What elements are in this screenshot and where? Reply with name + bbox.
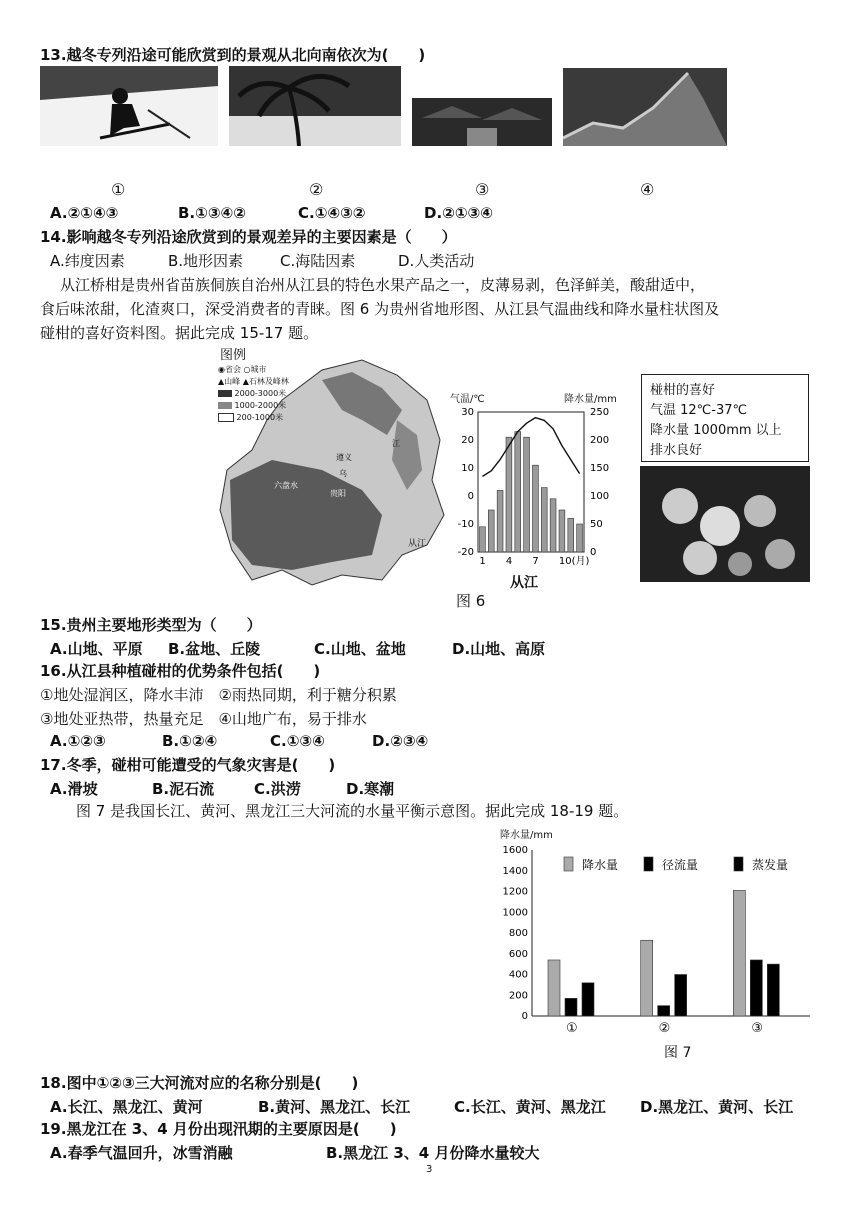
- temp-tick-4: -10: [457, 519, 474, 530]
- fig7-legend-label-3: 蒸发量: [752, 858, 789, 872]
- photo-label-2: ②: [309, 180, 324, 199]
- passage1-line1: 从江桥柑是贵州省苗族侗族自治州从江县的特色水果产品之一，皮薄易剥，色泽鲜美，酸甜适中，: [60, 276, 706, 294]
- precip-bar-12: [577, 524, 583, 552]
- fig7-y-tick-7: 1400: [502, 865, 528, 877]
- precip-bar-9: [550, 499, 556, 552]
- fig7-y-tick-0: 0: [521, 1011, 528, 1022]
- precip-bar-2: [488, 510, 494, 552]
- legend-label-high: 2000-3000米: [234, 389, 287, 398]
- fig7-bar-3-3: [767, 964, 779, 1016]
- photo-palm-beach: [229, 66, 401, 146]
- fig7-y-tick-3: 600: [508, 948, 528, 960]
- map-label-zunyi: 遵义: [336, 453, 352, 462]
- map-label-guiyang: 贵阳: [330, 489, 346, 498]
- fig7-category-2: ②: [658, 1021, 671, 1036]
- temp-tick-5: -20: [457, 547, 474, 558]
- map-label-liupanshui: 六盘水: [274, 481, 298, 490]
- fig7-y-tick-5: 1000: [502, 907, 528, 919]
- month-tick-2: 7: [532, 556, 539, 567]
- q17-option-c: C.洪涝: [254, 780, 301, 798]
- precip-tick-1: 200: [590, 435, 610, 446]
- climate-chart: [448, 390, 634, 590]
- climate-svg: [448, 390, 634, 590]
- temp-tick-0: 30: [461, 407, 474, 418]
- q19-stem: 19.黑龙江在 3、4 月份出现汛期的主要原因是( ): [40, 1120, 397, 1138]
- q16-stem: 16.从江县种植碰柑的优势条件包括( ): [40, 662, 321, 680]
- precip-bar-6: [524, 437, 530, 552]
- q15-option-c: C.山地、盆地: [314, 640, 406, 658]
- q13-option-c: C.①④③②: [298, 204, 366, 222]
- q19-option-b: B.黑龙江 3、4 月份降水量较大: [326, 1144, 540, 1162]
- info-box-title: 椪柑的喜好: [650, 383, 716, 398]
- map-legend-item-4: [218, 400, 286, 411]
- temperature-line: [482, 418, 579, 477]
- fig7-category-1: ①: [566, 1021, 578, 1036]
- temp-tick-1: 20: [461, 435, 474, 446]
- precip-bar-1: [480, 527, 486, 552]
- fig7-legend-label-2: 径流量: [662, 858, 699, 872]
- fig7-bar-1-1: [548, 960, 560, 1016]
- precip-bar-7: [533, 465, 539, 552]
- precip-bar-3: [497, 490, 503, 552]
- q19-option-a: A.春季气温回升，冰雪消融: [50, 1144, 233, 1162]
- palm-illustration: [229, 66, 401, 146]
- q13-option-b: B.①③④②: [178, 204, 246, 222]
- q18-stem: 18.图中①②③三大河流对应的名称分别是( ): [40, 1074, 359, 1092]
- q18-option-a: A.长江、黑龙江、黄河: [50, 1098, 203, 1116]
- q17-option-d: D.寒潮: [346, 780, 395, 798]
- fig7-caption: 图 7: [664, 1045, 692, 1061]
- passage2: 图 7 是我国长江、黄河、黑龙江三大河流的水量平衡示意图。据此完成 18-19 题。: [76, 802, 629, 820]
- fig7-svg: [494, 824, 816, 1060]
- q15-option-a: A.山地、平原: [50, 640, 143, 658]
- fig7-y-tick-8: 1600: [502, 845, 528, 856]
- temp-tick-2: 10: [461, 463, 474, 474]
- skier-illustration: [40, 66, 218, 146]
- fig7-ylabel: 降水量/mm: [500, 830, 553, 841]
- fig7-y-tick-4: 800: [508, 928, 528, 939]
- fig7-y-tick-1: 200: [508, 990, 528, 1002]
- town-illustration: [412, 98, 552, 146]
- q15-option-d: D.山地、高原: [452, 640, 546, 658]
- fig7-bar-3-2: [750, 960, 762, 1016]
- fig7-y-tick-2: 400: [508, 969, 528, 981]
- precip-tick-2: 150: [590, 463, 610, 474]
- climate-title: 从江: [510, 575, 538, 591]
- legend-label-low: 200-1000米: [236, 413, 284, 422]
- photo-mandarins: [640, 466, 810, 582]
- guizhou-map: [212, 340, 452, 590]
- photo-skiing: [40, 66, 218, 146]
- map-legend-item-1: ◉省会 ○城市: [218, 365, 267, 374]
- fig7-category-3: ③: [751, 1021, 763, 1036]
- photo-great-wall: [563, 68, 727, 146]
- fig7-bar-2-1: [641, 940, 653, 1016]
- fig7-bar-2-3: [675, 975, 687, 1017]
- fig7-bar-2-2: [658, 1006, 670, 1016]
- precip-tick-0: 250: [590, 407, 610, 418]
- q18-option-b: B.黄河、黑龙江、长江: [258, 1098, 411, 1116]
- page-number: 3: [426, 1164, 433, 1175]
- q14-option-c: C.海陆因素: [280, 252, 356, 270]
- q17-stem: 17.冬季，碰柑可能遭受的气象灾害是( ): [40, 756, 336, 774]
- q17-option-b: B.泥石流: [152, 780, 215, 798]
- month-tick-0: 1: [479, 556, 486, 567]
- mandarin-fruit-illustration: [640, 466, 810, 582]
- q16-option-a: A.①②③: [50, 732, 106, 750]
- precip-tick-5: 0: [590, 547, 597, 558]
- q16-line2: ③地处亚热带，热量充足 ④山地广布，易于排水: [40, 710, 367, 728]
- map-legend-item-5: [218, 412, 283, 423]
- photo-water-town: [412, 98, 552, 146]
- legend-label-mid: 1000-2000米: [234, 401, 287, 410]
- fig7-legend-swatch-2: [644, 857, 653, 871]
- fig7-legend-label-1: 降水量: [582, 858, 619, 872]
- mandarin-info-box: [641, 374, 809, 462]
- q14-option-a: A.纬度因素: [50, 252, 125, 270]
- legend-swatch-low: [218, 413, 234, 422]
- q17-option-a: A.滑坡: [50, 780, 98, 798]
- legend-swatch-mid: [218, 402, 232, 409]
- precip-bar-11: [568, 518, 574, 552]
- precip-tick-4: 50: [590, 519, 603, 530]
- map-legend-item-3: [218, 388, 286, 399]
- map-legend-title: 图例: [220, 348, 247, 363]
- map-legend-item-2: ▲山峰 ▲石林及峰林: [218, 377, 289, 386]
- q14-option-b: B.地形因素: [168, 252, 244, 270]
- precip-bar-8: [541, 488, 547, 552]
- passage1-line2: 食后味浓甜，化渣爽口，深受消费者的青睐。图 6 为贵州省地形图、从江县气温曲线和降水量柱状图及: [40, 300, 720, 318]
- q13-stem: 13.越冬专列沿途可能欣赏到的景观从北向南依次为( ): [40, 46, 426, 64]
- q13-option-d: D.②①③④: [424, 204, 493, 222]
- fig7-legend-swatch-1: [564, 857, 573, 871]
- fig7-bar-3-1: [733, 890, 745, 1016]
- fig7-y-tick-6: 1200: [502, 886, 528, 898]
- q16-line1: ①地处湿润区，降水丰沛 ②雨热同期，利于糖分积累: [40, 686, 397, 704]
- q14-stem: 14.影响越冬专列沿途欣赏到的景观差异的主要因素是（ ）: [40, 228, 457, 246]
- fig7-legend-swatch-3: [734, 857, 743, 871]
- q16-option-c: C.①③④: [270, 732, 325, 750]
- photo-label-3: ③: [475, 180, 490, 199]
- water-balance-chart: [494, 824, 816, 1060]
- photo-label-1: ①: [111, 180, 126, 199]
- passage1-line3: 碰柑的喜好资料图。据此完成 15-17 题。: [40, 324, 319, 342]
- climate-ylabel-right: 降水量/mm: [564, 394, 617, 405]
- precip-bar-4: [506, 437, 512, 552]
- fig6-caption: 图 6: [456, 592, 486, 610]
- map-label-wu: 乌: [339, 469, 347, 478]
- precip-tick-3: 100: [590, 491, 610, 502]
- map-label-congjiang: 从江: [408, 539, 427, 549]
- fig7-bar-1-3: [582, 983, 594, 1016]
- q13-option-a: A.②①④③: [50, 204, 119, 222]
- q15-stem: 15.贵州主要地形类型为（ ）: [40, 616, 262, 634]
- q18-option-c: C.长江、黄河、黑龙江: [454, 1098, 606, 1116]
- fig7-bar-1-2: [565, 998, 577, 1016]
- legend-swatch-high: [218, 390, 232, 397]
- month-tick-3: 10(月): [558, 556, 590, 567]
- photo-label-4: ④: [640, 180, 655, 199]
- q16-option-d: D.②③④: [372, 732, 429, 750]
- map-label-jiang: 江: [392, 439, 400, 448]
- info-box-line2: 降水量 1000mm 以上: [650, 423, 782, 438]
- precip-bar-10: [559, 510, 565, 552]
- q18-option-d: D.黑龙江、黄河、长江: [640, 1098, 794, 1116]
- info-box-line3: 排水良好: [650, 443, 703, 458]
- info-box-line1: 气温 12℃-37℃: [650, 403, 748, 418]
- temp-tick-3: 0: [467, 491, 474, 502]
- precip-bar-5: [515, 432, 521, 552]
- q16-option-b: B.①②④: [162, 732, 218, 750]
- great-wall-illustration: [563, 68, 727, 146]
- month-tick-1: 4: [505, 556, 513, 567]
- climate-ylabel-left: 气温/℃: [450, 394, 485, 405]
- q14-option-d: D.人类活动: [398, 252, 475, 270]
- q15-option-b: B.盆地、丘陵: [168, 640, 261, 658]
